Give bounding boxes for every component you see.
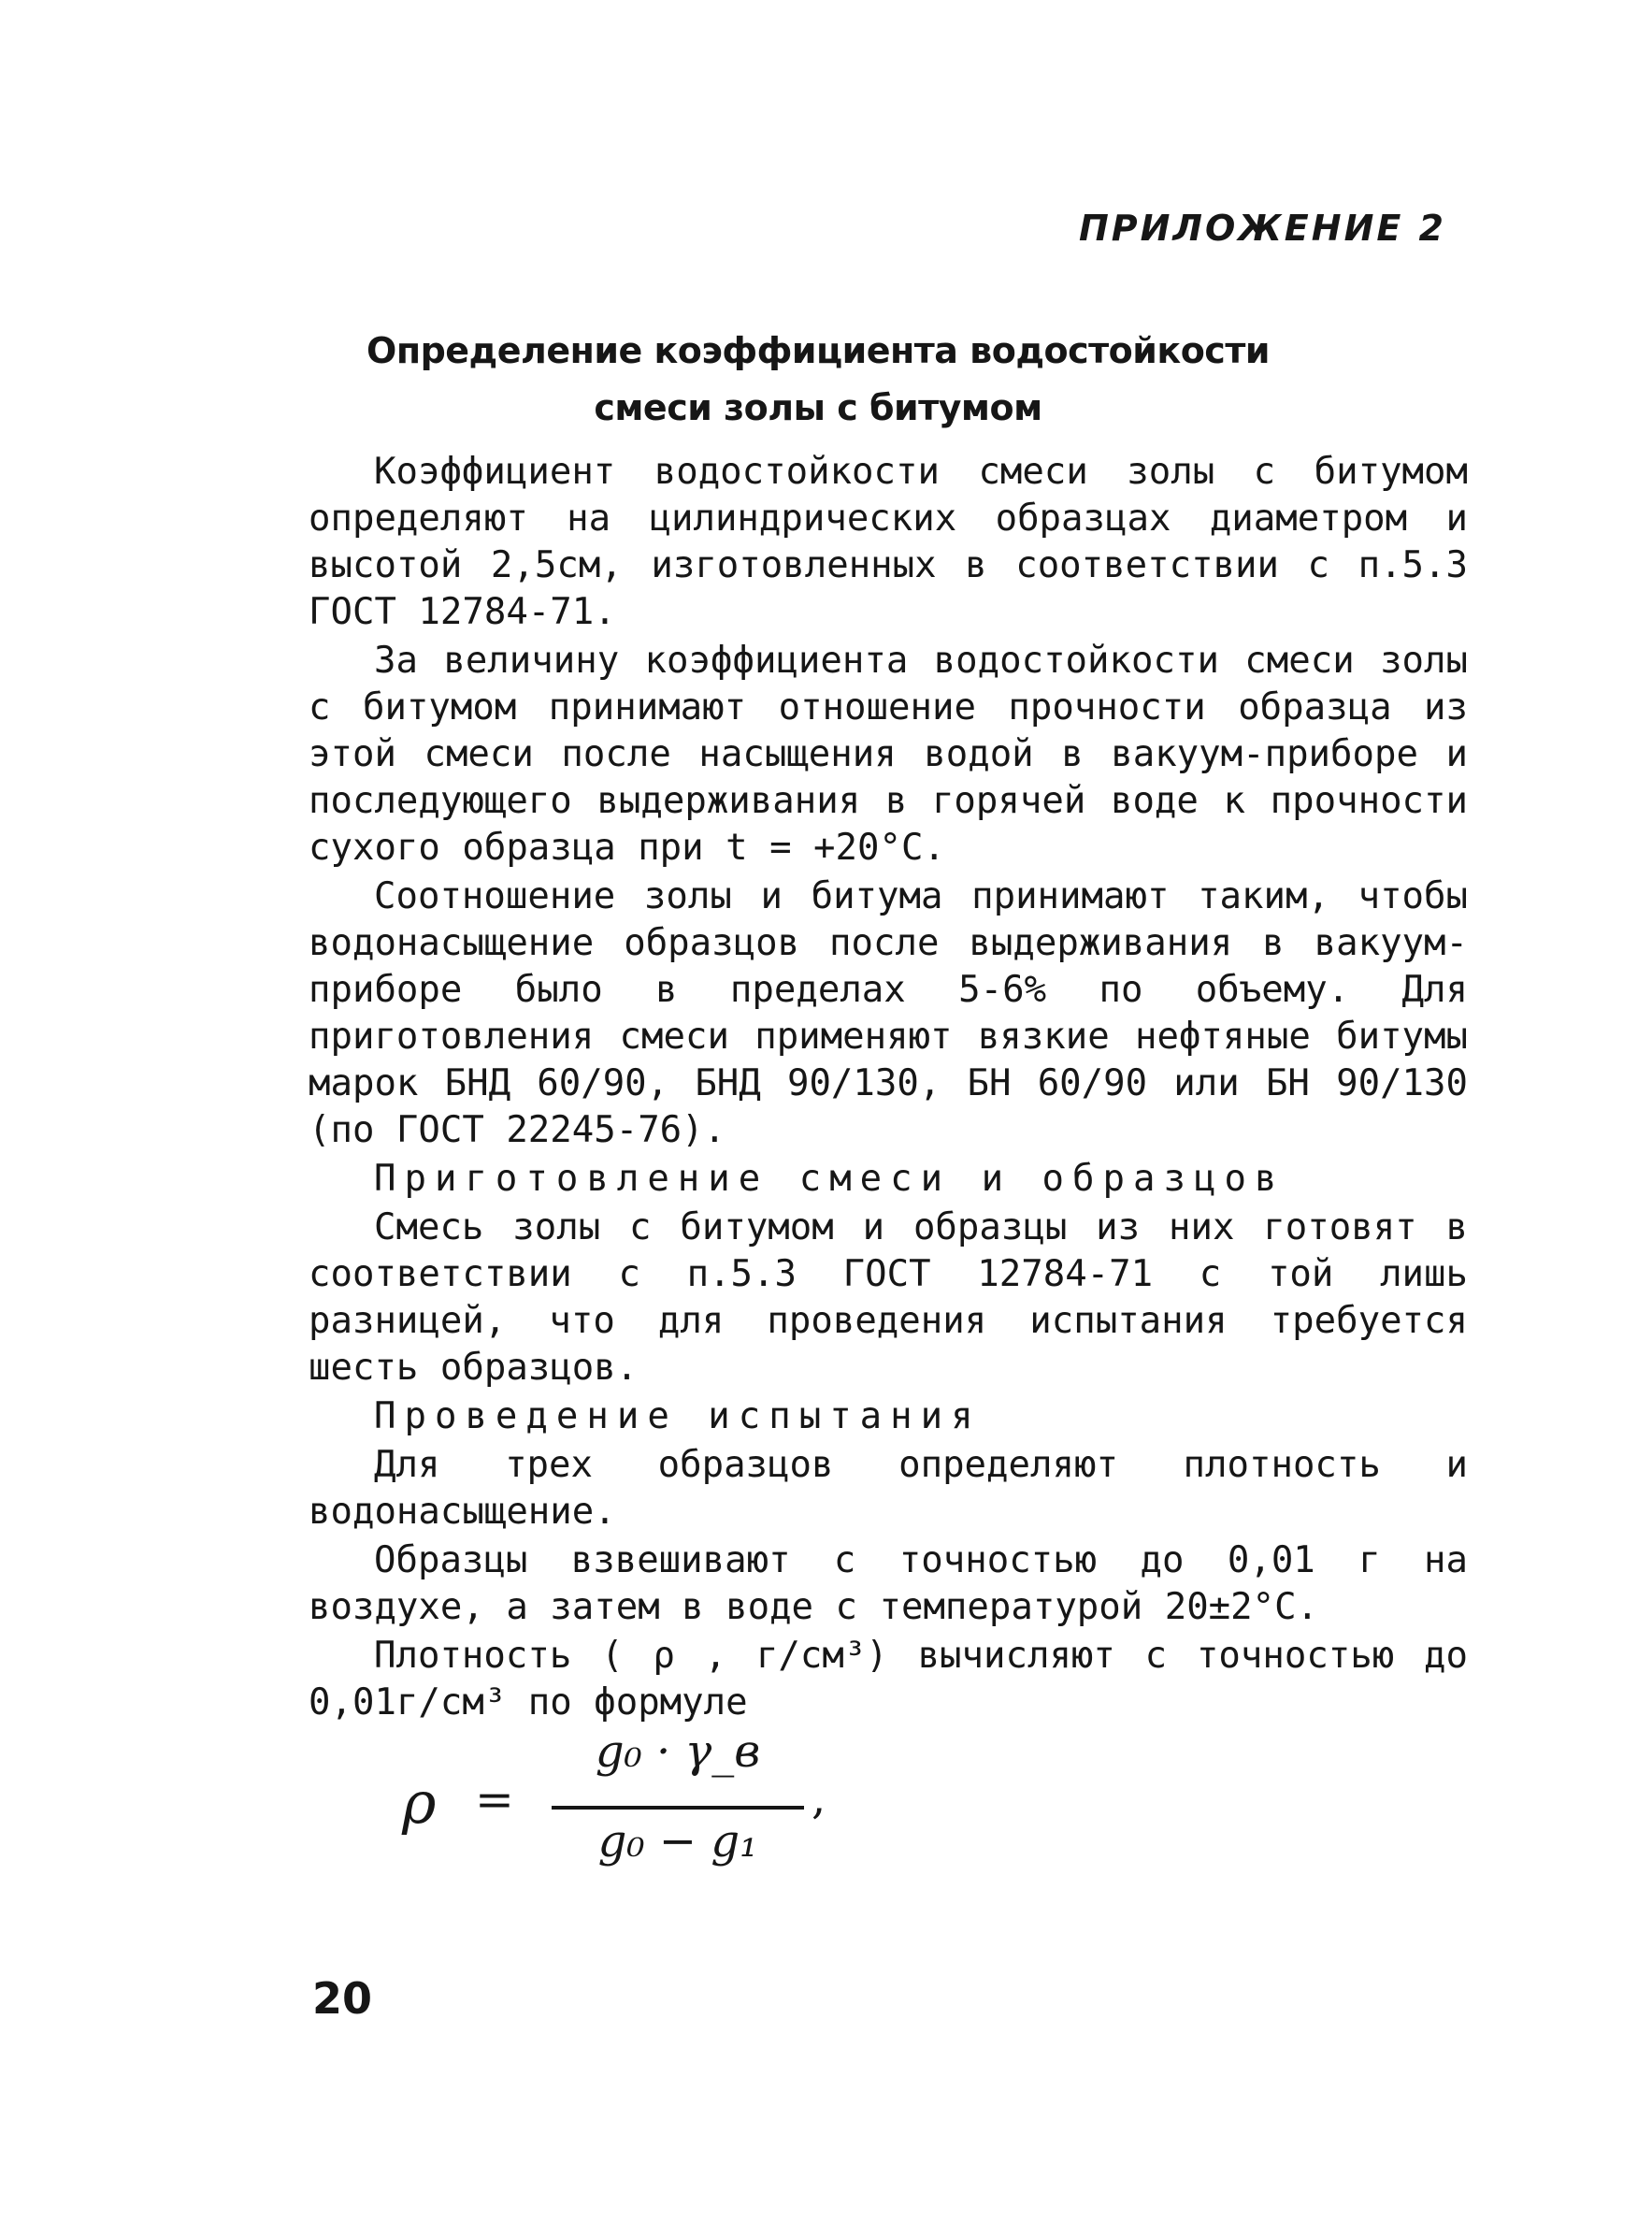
fraction-bar [552,1806,804,1810]
subheading-testing: Проведение испытания [374,1395,982,1437]
page-number: 20 [312,1973,373,2024]
formula-equals: = [475,1772,514,1826]
formula-comma: , [812,1772,826,1824]
paragraph-1: Коэффициент водостойкости смеси золы с битумом определяют на цилиндрических образцах диаметром и высотой 2,5см, изготовленных в соответствии с п.5.3 ГОСТ 12784-71. [309,451,1468,633]
formula-denominator: g₀ − g₁ [597,1815,758,1868]
paragraph-5: Для трех образцов определяют плотность и водонасыщение. [309,1444,1468,1533]
section-title [309,323,1328,437]
density-formula [402,1725,926,1884]
title-line-1: Определение коэффициента водостойкости [366,330,1270,371]
body-text [309,449,1468,1728]
title-line-2: смеси золы с битумом [594,387,1042,428]
appendix-label: ПРИЛОЖЕНИЕ 2 [1078,208,1446,249]
paragraph-7: Плотность ( ρ , г/см³) вычисляют с точностью до 0,01г/см³ по формуле [309,1635,1468,1723]
subheading-preparation: Приготовление смеси и образцов [374,1158,1286,1200]
paragraph-6: Образцы взвешивают с точностью до 0,01 г на воздухе, а затем в воде с температурой 20±2°С. [309,1539,1468,1628]
formula-lhs: ρ [402,1768,437,1837]
paragraph-3: Соотношение золы и битума принимают таким, чтобы водонасыщение образцов после выдерживания в вакуум-приборе было в пределах 5-6% по объему. Для приготовления смеси применяют вязкие нефтяные битумы марок БНД 60/90, БНД 90/130, БН 60/90 или БН 90/130 (по ГОСТ 22245-76). [309,875,1468,1151]
paragraph-4: Смесь золы с битумом и образцы из них готовят в соответствии с п.5.3 ГОСТ 12784-71 с той лишь разницей, что для проведения испытания требуется шесть образцов. [309,1206,1468,1389]
paragraph-2: За величину коэффициента водостойкости смеси золы с битумом принимают отношение прочности образца из этой смеси после насыщения водой в вакуум-приборе и последующего выдерживания в горячей воде к прочности сухого образца при t = +20°С. [309,640,1468,869]
formula-numerator: g₀ · γ_в [595,1725,761,1778]
